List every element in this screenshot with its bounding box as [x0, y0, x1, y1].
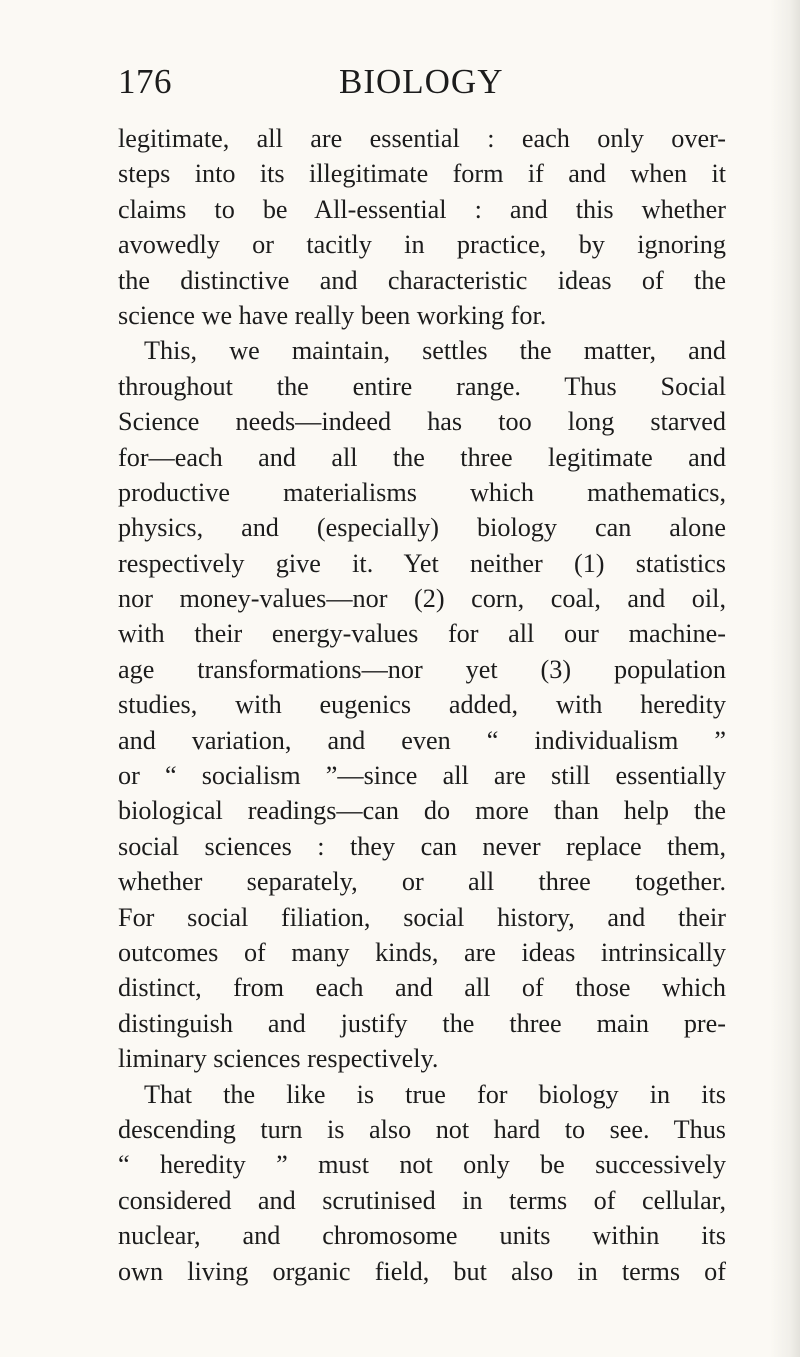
text-line: social sciences : they can never replace them, — [118, 831, 726, 861]
text-line: whether separately, or all three together. — [118, 867, 726, 897]
text-line: Science needs—indeed has too long starved — [118, 407, 726, 437]
body-text — [118, 121, 726, 1289]
text-line: claims to be All-essential : and this whether — [118, 194, 726, 224]
text-line: considered and scrutinised in terms of cellular, — [118, 1185, 726, 1215]
text-line: science we have really been working for. — [118, 300, 547, 330]
text-line: This, we maintain, settles the matter, and — [144, 336, 726, 366]
text-line: descending turn is also not hard to see. Thus — [118, 1114, 726, 1144]
text-line: the distinctive and characteristic ideas of the — [118, 265, 726, 295]
text-line: distinct, from each and all of those which — [118, 973, 726, 1003]
text-line: For social filiation, social history, and their — [118, 902, 726, 932]
text-line: physics, and (especially) biology can alone — [118, 513, 726, 543]
text-line: liminary sciences respectively. — [118, 1044, 439, 1074]
text-line: for—each and all the three legitimate and — [118, 442, 726, 472]
text-line: own living organic field, but also in terms of — [118, 1256, 726, 1286]
text-line: nor money-values—nor (2) corn, coal, and oil, — [118, 584, 726, 614]
text-line: “ heredity ” must not only be successively — [118, 1150, 726, 1180]
text-line: age transformations—nor yet (3) population — [118, 654, 726, 684]
text-line: productive materialisms which mathematics, — [118, 477, 726, 507]
text-line: steps into its illegitimate form if and when it — [118, 159, 726, 189]
running-head: BIOLOGY — [339, 62, 504, 101]
text-line: outcomes of many kinds, are ideas intrinsically — [118, 937, 726, 967]
text-line: or “ socialism ”—since all are still essentially — [118, 761, 726, 791]
text-line: respectively give it. Yet neither (1) statistics — [118, 548, 726, 578]
text-line: nuclear, and chromosome units within its — [118, 1221, 726, 1251]
text-line: biological readings—can do more than help the — [118, 796, 726, 826]
text-line: and variation, and even “ individualism ” — [118, 725, 726, 755]
text-line: throughout the entire range. Thus Social — [118, 371, 726, 401]
text-line: distinguish and justify the three main pre- — [118, 1008, 726, 1038]
text-line: avowedly or tacitly in practice, by ignoring — [118, 230, 726, 260]
text-line: legitimate, all are essential : each only over- — [118, 124, 726, 153]
text-line: That the like is true for biology in its — [144, 1079, 726, 1109]
text-line: with their energy-values for all our machine- — [118, 619, 726, 649]
page-header — [118, 62, 726, 106]
text-line: studies, with eugenics added, with heredity — [118, 690, 726, 720]
page-number: 176 — [118, 62, 172, 101]
